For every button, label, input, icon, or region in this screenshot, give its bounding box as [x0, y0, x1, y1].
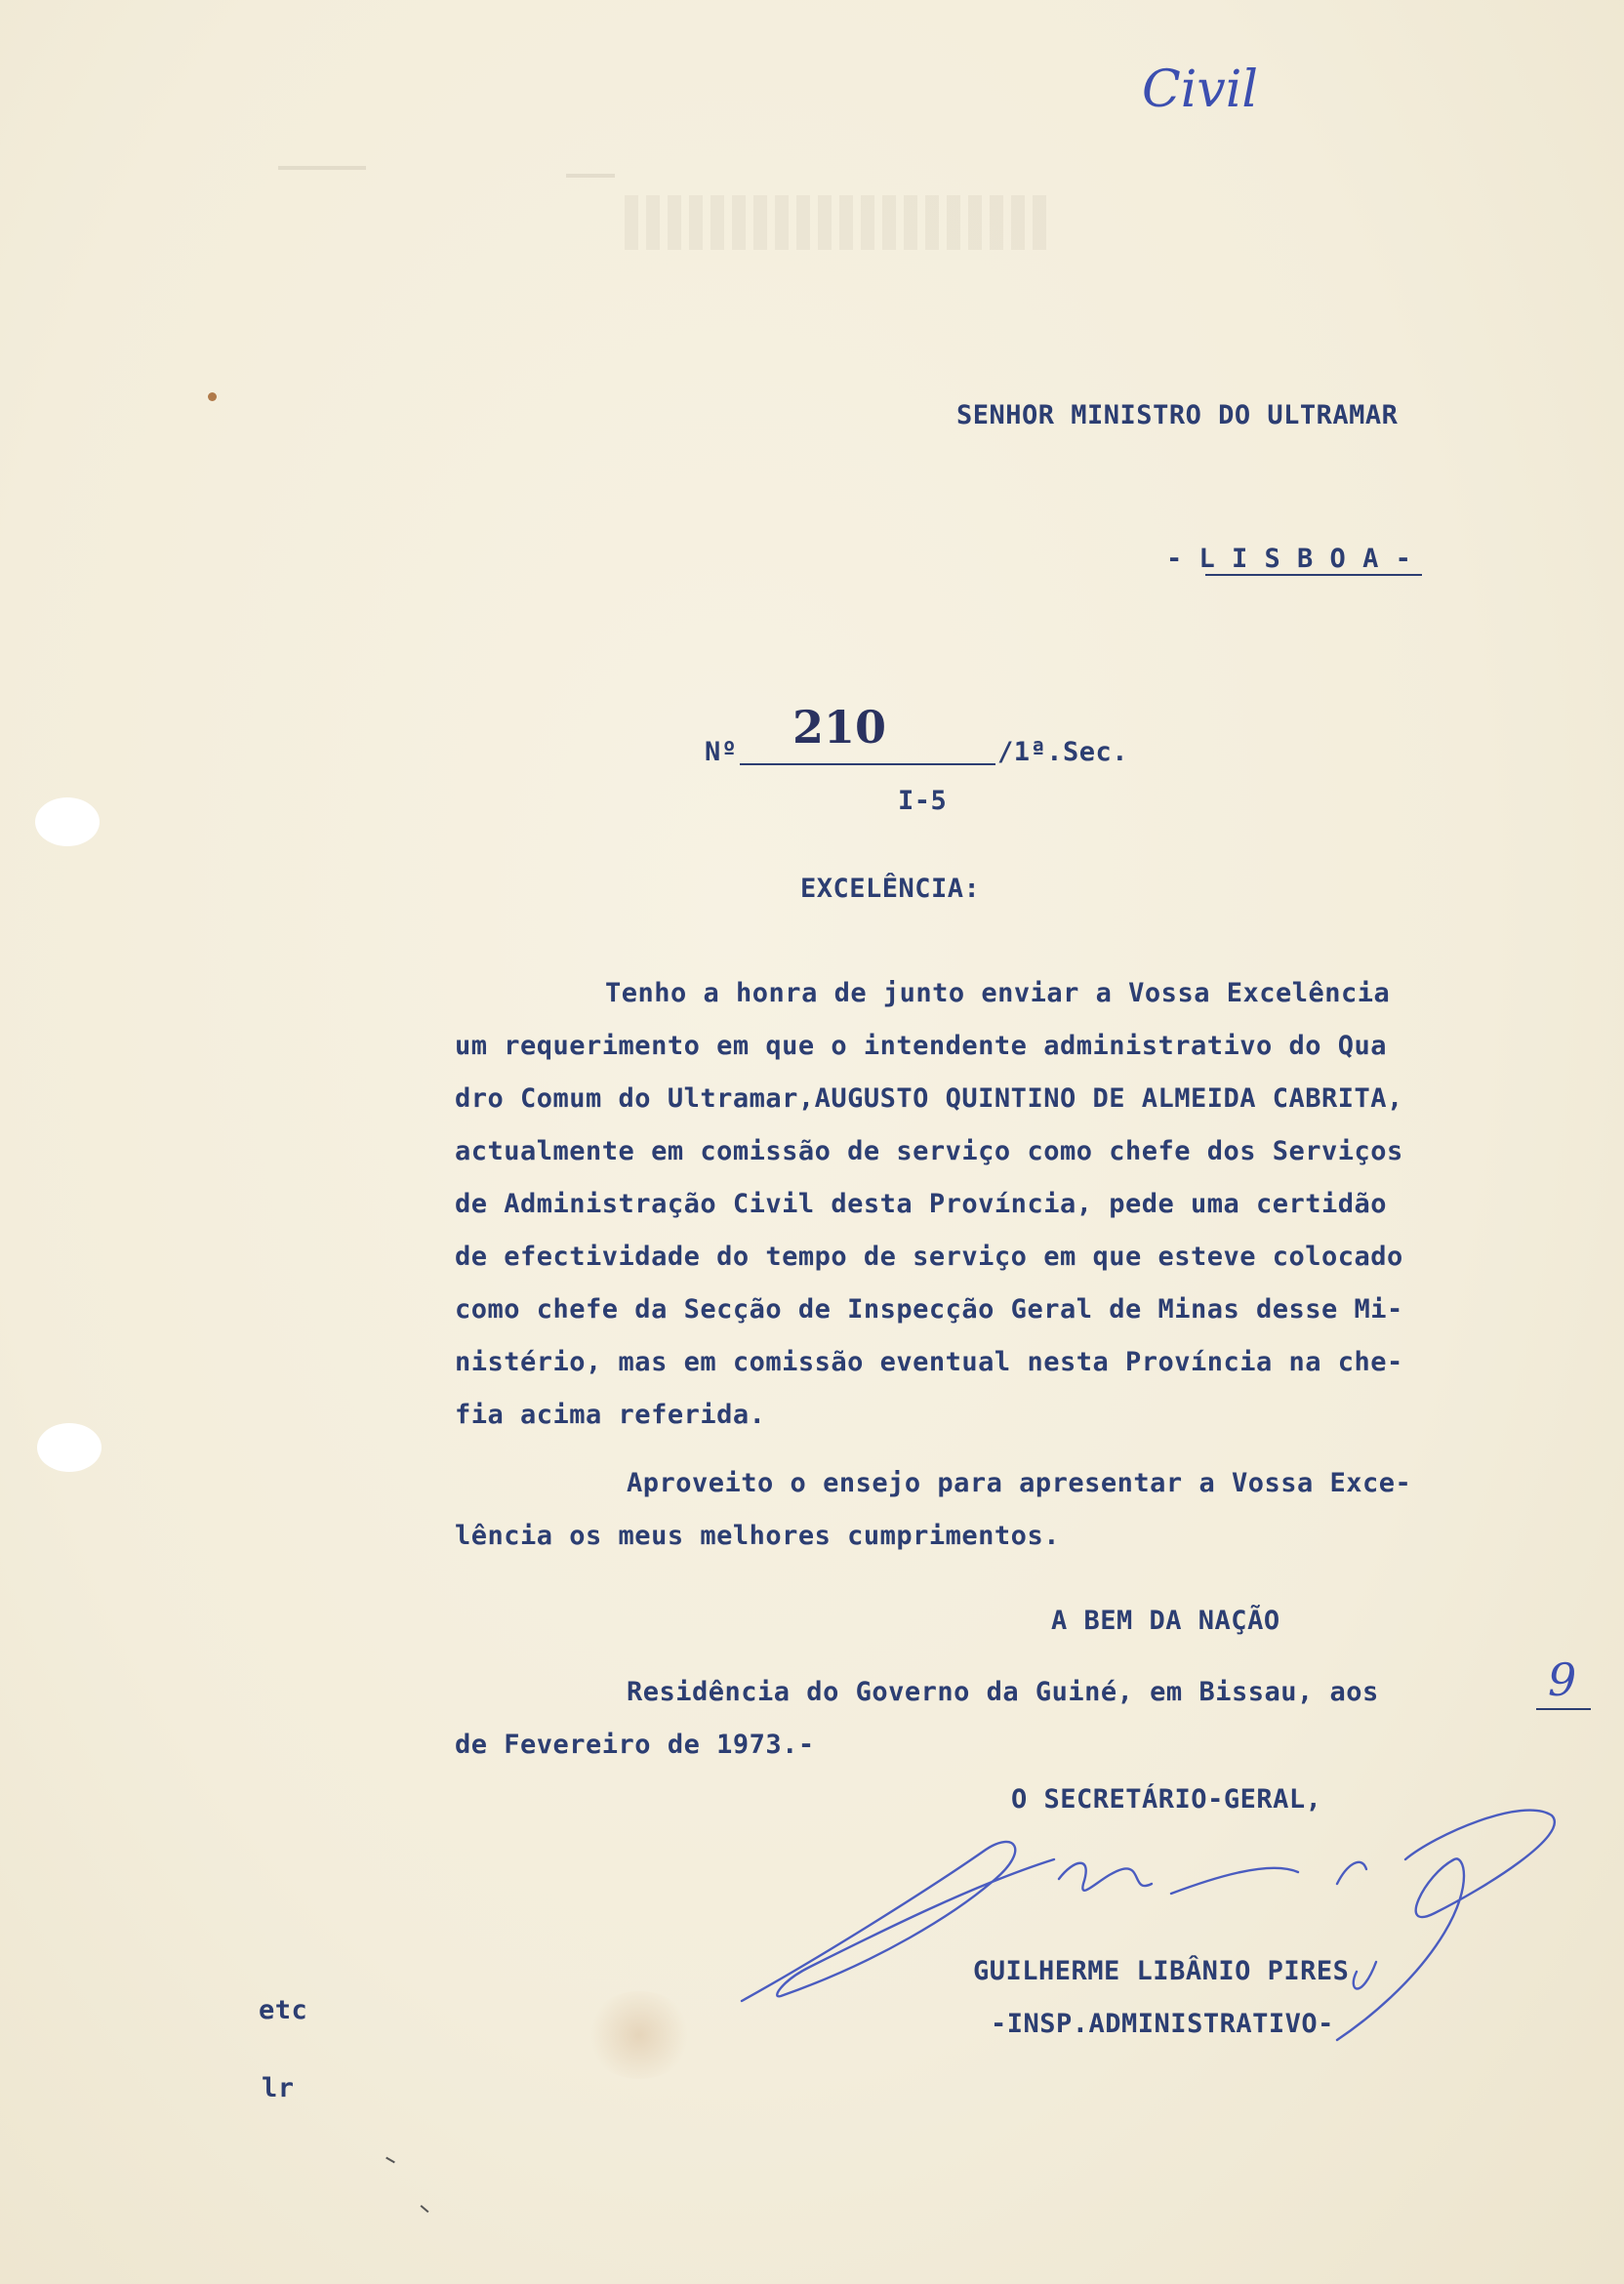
body-line-3: dro Comum do Ultramar,AUGUSTO QUINTINO DE ALMEIDA CABRITA, — [455, 1083, 1403, 1114]
handwritten-day: 9 — [1548, 1653, 1577, 1706]
recipient-city: - L I S B O A - — [1166, 544, 1412, 574]
closing-paragraph-line-2: lência os meus melhores cumprimentos. — [455, 1521, 1060, 1551]
footer-note-etc: etc — [259, 1995, 308, 2025]
body-line-2: um requerimento em que o intendente administrativo do Qua — [455, 1031, 1388, 1061]
body-line-7: como chefe da Secção de Inspecção Geral de Minas desse Mi- — [455, 1294, 1403, 1325]
signatory-role: -INSP.ADMINISTRATIVO- — [991, 2009, 1334, 2039]
signatory-title: O SECRETÁRIO-GERAL, — [1011, 1784, 1322, 1815]
body-line-4: actualmente em comissão de serviço como chefe dos Serviços — [455, 1136, 1403, 1166]
place-date-line-2: de Fevereiro de 1973.- — [455, 1730, 815, 1760]
body-line-8: nistério, mas em comissão eventual nesta Província na che- — [455, 1347, 1403, 1377]
recipient: SENHOR MINISTRO DO ULTRAMAR — [956, 400, 1399, 430]
reference-number-label: Nº — [705, 737, 738, 767]
reference-section: /1ª.Sec. — [997, 737, 1129, 767]
salutation: EXCELÊNCIA: — [800, 874, 981, 904]
body-line-6: de efectividade do tempo de serviço em que esteve colocado — [455, 1242, 1403, 1272]
handwritten-annotation: Civil — [1142, 61, 1259, 119]
reference-number-value: 210 — [792, 701, 887, 754]
footer-note-lr: lr — [262, 2073, 295, 2103]
body-line-5: de Administração Civil desta Província, pede uma certidão — [455, 1189, 1388, 1219]
place-date-line-1: Residência do Governo da Guiné, em Bissau, aos — [627, 1677, 1379, 1707]
body-line-9: fia acima referida. — [455, 1400, 766, 1430]
closing-paragraph-line-1: Aproveito o ensejo para apresentar a Vossa Exce- — [627, 1468, 1412, 1498]
signatory-name: GUILHERME LIBÂNIO PIRES — [973, 1956, 1350, 1986]
body-line-1: Tenho a honra de junto enviar a Vossa Excelência — [605, 978, 1391, 1008]
reference-code: I-5 — [898, 786, 948, 816]
motto: A BEM DA NAÇÃO — [1051, 1606, 1280, 1636]
